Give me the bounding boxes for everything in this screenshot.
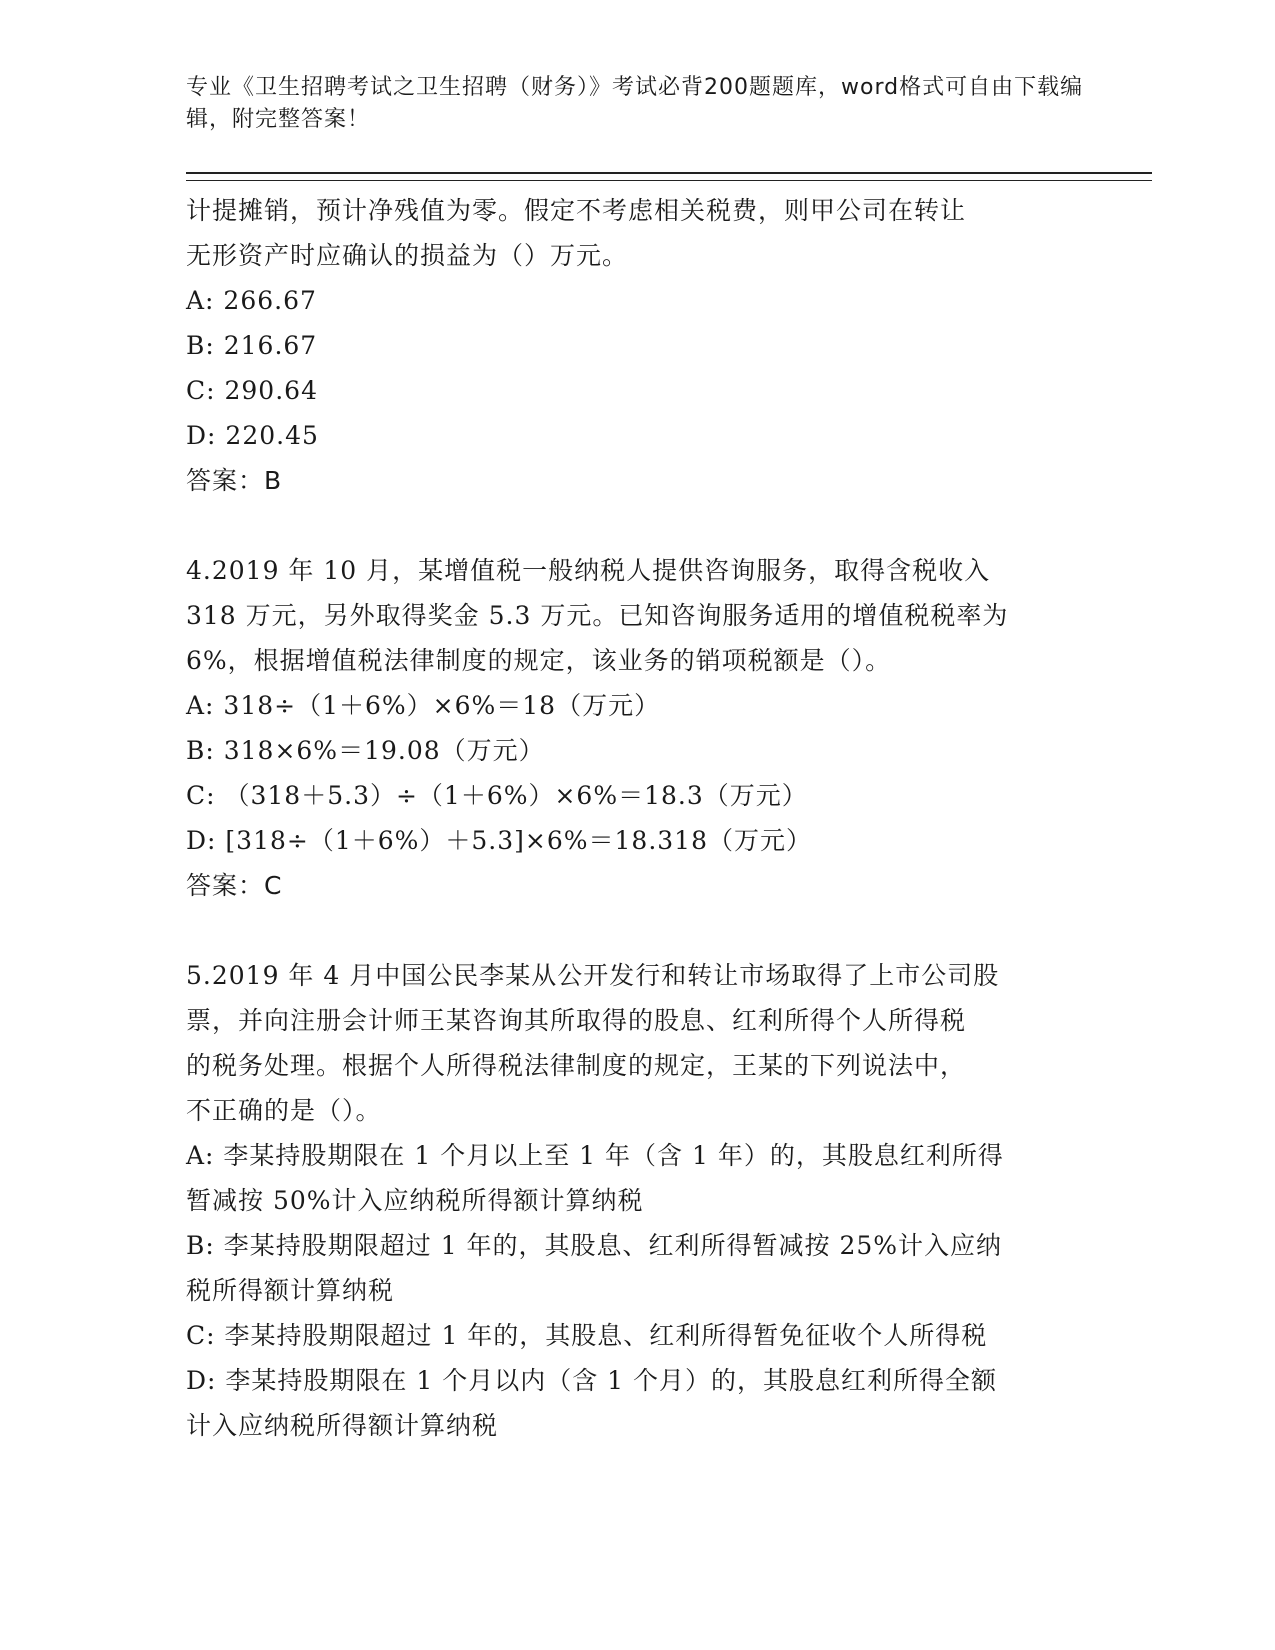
- option-a: A: 266.67: [186, 286, 317, 315]
- question-4: [186, 548, 1086, 908]
- question-stem-line: 6%，根据增值税法律制度的规定，该业务的销项税额是（）。: [186, 646, 892, 675]
- question-stem-line: 计提摊销，预计净残值为零。假定不考虑相关税费，则甲公司在转让: [186, 196, 967, 225]
- question-stem-line: 票，并向注册会计师王某咨询其所取得的股息、红利所得个人所得税: [186, 1006, 967, 1035]
- answer-line: 答案：B: [186, 466, 283, 495]
- document-body: [186, 188, 1086, 1448]
- option-b: B: 318×6%＝19.08（万元）: [186, 736, 545, 765]
- option-d: D: 李某持股期限在 1 个月以内（含 1 个月）的，其股息红利所得全额: [186, 1366, 998, 1395]
- header-rule-thin: [186, 180, 1152, 181]
- option-c: C: （318＋5.3）÷（1＋6%）×6%＝18.3（万元）: [186, 781, 808, 810]
- question-stem-line: 不正确的是（）。: [186, 1096, 382, 1125]
- question-3: [186, 188, 1086, 503]
- question-stem-line: 的税务处理。根据个人所得税法律制度的规定，王某的下列说法中，: [186, 1051, 967, 1080]
- option-b-cont: 税所得额计算纳税: [186, 1276, 395, 1305]
- option-b: B: 李某持股期限超过 1 年的，其股息、红利所得暂减按 25%计入应纳: [186, 1231, 1003, 1260]
- question-5: [186, 953, 1086, 1448]
- spacer: [186, 503, 1086, 548]
- document-header: 专业《卫生招聘考试之卫生招聘（财务）》考试必背200题题库，word格式可自由下载编辑，附完整答案！: [186, 75, 1084, 132]
- question-stem-line: 4.2019 年 10 月，某增值税一般纳税人提供咨询服务，取得含税收入: [186, 556, 991, 585]
- answer-line: 答案：C: [186, 871, 283, 900]
- spacer: [186, 908, 1086, 953]
- question-stem-line: 318 万元，另外取得奖金 5.3 万元。已知咨询服务适用的增值税税率为: [186, 601, 1009, 630]
- option-a: A: 李某持股期限在 1 个月以上至 1 年（含 1 年）的，其股息红利所得: [186, 1141, 1004, 1170]
- option-d: D: 220.45: [186, 421, 319, 450]
- option-c: C: 290.64: [186, 376, 318, 405]
- question-stem-line: 无形资产时应确认的损益为（）万元。: [186, 241, 629, 270]
- option-a-cont: 暂减按 50%计入应纳税所得额计算纳税: [186, 1186, 644, 1215]
- option-c: C: 李某持股期限超过 1 年的，其股息、红利所得暂免征收个人所得税: [186, 1321, 988, 1350]
- option-d: D: [318÷（1＋6%）＋5.3]×6%＝18.318（万元）: [186, 826, 812, 855]
- option-b: B: 216.67: [186, 331, 318, 360]
- question-stem-line: 5.2019 年 4 月中国公民李某从公开发行和转让市场取得了上市公司股: [186, 961, 1000, 990]
- option-a: A: 318÷（1＋6%）×6%＝18（万元）: [186, 691, 661, 720]
- header-rule-thick: [186, 172, 1152, 174]
- option-d-cont: 计入应纳税所得额计算纳税: [186, 1411, 499, 1440]
